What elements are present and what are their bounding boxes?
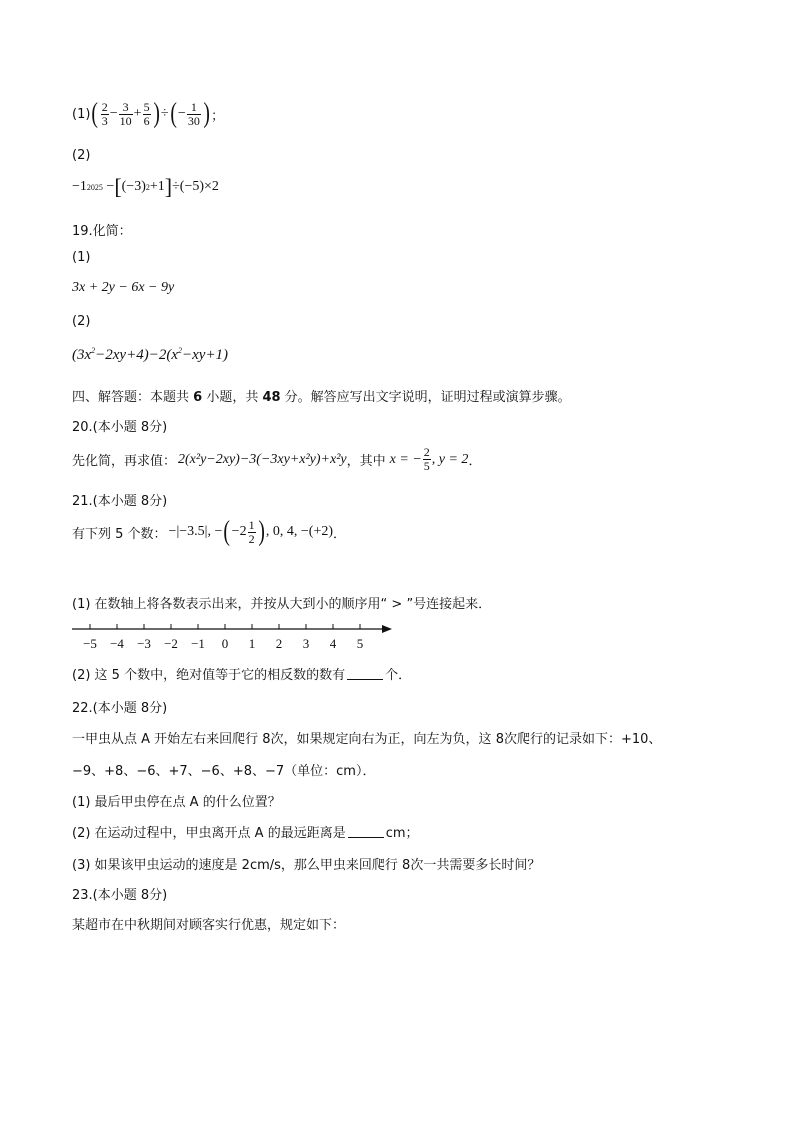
axis-tick-label: −2 [164,636,178,651]
q19-p2-expr: $(3x^2-2xy+4)-2(x^2-xy+1)$ [72,346,229,363]
axis-tick-label: −4 [110,636,124,651]
q23-title: 23.(本小题 8分) [72,888,168,903]
axis-tick-label: 3 [302,636,310,651]
q23-lead: 某超市在中秋期间对顾客实行优惠，规定如下： [72,918,346,933]
axis-tick-label: 0 [221,636,229,651]
number-line [70,620,400,656]
q18-part1: (1) ( $\frac{2}{3}$ − $\frac{3}{10}$ + $\frac{5}{6}$ ) ÷ ( − $\frac{1}{30}$ ) ； [72,98,225,129]
q19-p1-expr: 3x + 2y − 6x − 9y [72,280,175,295]
q21-p2: (2) 这 5 个数中，绝对值等于它的相反数的数有 个． [72,668,412,683]
q18-p2-label: (2) [72,148,91,163]
fraction: $\frac{1}{2}$ [248,517,255,546]
fraction: $\frac{2}{3}$ [101,99,108,128]
q22-line1: 一甲虫从点 A 开始左右来回爬行 8次，如果规定向右为正，向左为负，这 8次爬行的记录如下：+10、 [72,732,662,747]
paren: ) [152,98,160,129]
fraction: $\frac{5}{6}$ [143,99,150,128]
paren: ) [203,98,210,129]
paren: ( [169,98,177,129]
q19-title: 19.化简： [72,224,132,239]
q21-p1: (1) 在数轴上将各数表示出来，并按从大到小的顺序用“ > ”号连接起来． [72,597,492,612]
q22-p3: (3) 如果该甲虫运动的速度是 2cm/s，那么甲虫来回爬行 8次一共需要多长时间？ [72,858,541,873]
axis-tick-label: −5 [83,636,97,651]
q22-title: 22.(本小题 8分) [72,701,168,716]
fraction: $\frac{3}{10}$ [119,99,132,128]
axis-tick-label: 5 [356,636,364,651]
paren: ( [91,98,99,129]
q22-p1: (1) 最后甲虫停在点 A 的什么位置？ [72,795,281,810]
q21-numbers: 有下列 5 个数： −|−3.5|, − ( −2 $\frac{1}{2}$ ) , 0, 4, −(+2) ． [72,516,347,547]
q19-p1-label: (1) [72,250,91,265]
q20-body: 先化简，再求值： 2(x²y−2xy)−3(−3xy+x²y)+x²y ，其中 x = − $\frac{2}{5}$ , y = 2 ． [72,445,482,473]
q18-p1-label: (1) [72,106,91,122]
bracket: ] [164,174,173,199]
answer-blank[interactable] [347,667,383,680]
q19-p2-label: (2) [72,314,91,329]
arrow-icon [382,625,392,633]
section4-heading: 四、解答题：本题共 6 小题，共 48 分。解答应写出文字说明，证明过程或演算步骤。 [72,390,571,405]
q21-title: 21.(本小题 8分) [72,494,168,509]
q20-title: 20.(本小题 8分) [72,420,168,435]
q22-p2: (2) 在运动过程中，甲虫离开点 A 的最远距离是 cm； [72,826,419,841]
axis-tick-label: 4 [329,636,337,651]
paren: ( [223,516,231,547]
axis-tick-label: −1 [191,636,205,651]
paren: ) [257,516,265,547]
fraction: $\frac{2}{5}$ [423,445,430,473]
q22-line2: −9、+8、−6、+7、−6、+8、−7（单位：cm）． [72,764,376,779]
answer-blank[interactable] [348,825,384,838]
q18-part2-expr: −1 2025 − [ (−3) 2 +1 ] ÷(−5)×2 [72,174,219,199]
axis-tick-label: 1 [248,636,256,651]
fraction: $\frac{1}{30}$ [187,99,200,128]
axis-tick-label: −3 [137,636,151,651]
bracket: [ [114,174,122,199]
axis-tick-label: 2 [275,636,283,651]
